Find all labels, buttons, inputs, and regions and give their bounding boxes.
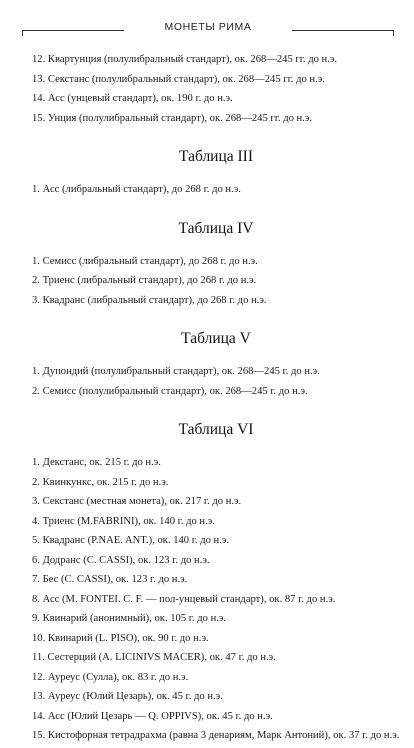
list-item: 1. Декстанс, ок. 215 г. до н.э.	[32, 457, 161, 468]
list-item: 7. Бес (C. CASSI), ок. 123 г. до н.э.	[32, 574, 188, 585]
list-item: 1. Дупондий (полулибральный стандарт), ок. 268—245 г. до н.э.	[32, 366, 320, 377]
section-table-5	[32, 326, 400, 403]
list-item: 1. Асс (либральный стандарт), до 268 г. до н.э.	[32, 184, 241, 195]
list-item: 3. Секстанс (местная монета), ок. 217 г. до н.э.	[32, 496, 242, 507]
list-item: 4. Триенс (M.FABRINI), ок. 140 г. до н.э.	[32, 515, 215, 527]
list-item: 5. Квадранс (P.NAE. ANT.), ок. 140 г. до н.э.	[32, 535, 230, 546]
section-heading: Таблица III	[178, 148, 254, 165]
section-table-3	[32, 144, 400, 202]
list-item: 11. Сестерций (A. LICINIVS MACER), ок. 47 г. до н.э.	[32, 652, 276, 663]
list-item: 10. Квинарий (L. PISO), ок. 90 г. до н.э.	[32, 632, 209, 644]
running-header-title: МОНЕТЫ РИМА	[164, 21, 252, 33]
section-table-6	[32, 417, 400, 748]
list-item: 12. Ауреус (Сулла), ок. 83 г. до н.э.	[32, 671, 189, 683]
list-item: 13. Ауреус (Юлий Цезарь), ок. 45 г. до н.э.	[32, 691, 223, 702]
list-item: 3. Квадранс (либральный стандарт), до 268 г. до н.э.	[32, 294, 267, 306]
list-item: 14. Асс (Юлий Цезарь — Q. OPPIVS), ок. 45 г. до н.э.	[32, 710, 273, 722]
section-heading: Таблица V	[181, 330, 251, 347]
list-item: 8. Асс (M. FONTEI. C. F. — пол-унцевый стандарт), ок. 87 г. до н.э.	[32, 593, 336, 605]
list-item: 15. Унция (полулибральный стандарт), ок. 268—245 гг. до н.э.	[32, 112, 313, 124]
page-content	[32, 52, 400, 748]
list-item: 6. Додранс (C. CASSI), ок. 123 г. до н.э.	[32, 554, 210, 566]
list-item: 1. Семисс (либральный стандарт), до 268 г. до н.э.	[32, 255, 258, 267]
list-item: 2. Семисс (полулибральный стандарт), ок. 268—245 г. до н.э.	[32, 385, 308, 397]
section-heading: Таблица IV	[178, 219, 254, 237]
list-item: 13. Секстанс (полулибральный стандарт), ок. 268—245 гг. до н.э.	[32, 73, 325, 85]
list-item: 9. Квинарий (анонимный), ок. 105 г. до н.э.	[32, 613, 227, 624]
list-item: 15. Кистофорная тетрадрахма (равна 3 денариям, Марк Антоний), ок. 37 г. до н.э.	[32, 730, 400, 741]
list-item: 2. Триенс (либральный стандарт), до 268 г. до н.э.	[32, 275, 257, 286]
list-item: 2. Квинкункс, ок. 215 г. до н.э.	[32, 476, 169, 488]
running-header	[22, 12, 394, 38]
header-rule-right	[292, 30, 394, 31]
list-item: 12. Квартунция (полулибральный стандарт), ок. 268—245 гг. до н.э.	[32, 54, 338, 65]
intro-list	[32, 52, 400, 130]
list-item: 14. Асс (унцевый стандарт), ок. 190 г. до н.э.	[32, 93, 233, 104]
section-table-4	[32, 216, 400, 313]
header-rule-right-tick	[393, 30, 394, 36]
section-heading: Таблица VI	[178, 421, 254, 438]
